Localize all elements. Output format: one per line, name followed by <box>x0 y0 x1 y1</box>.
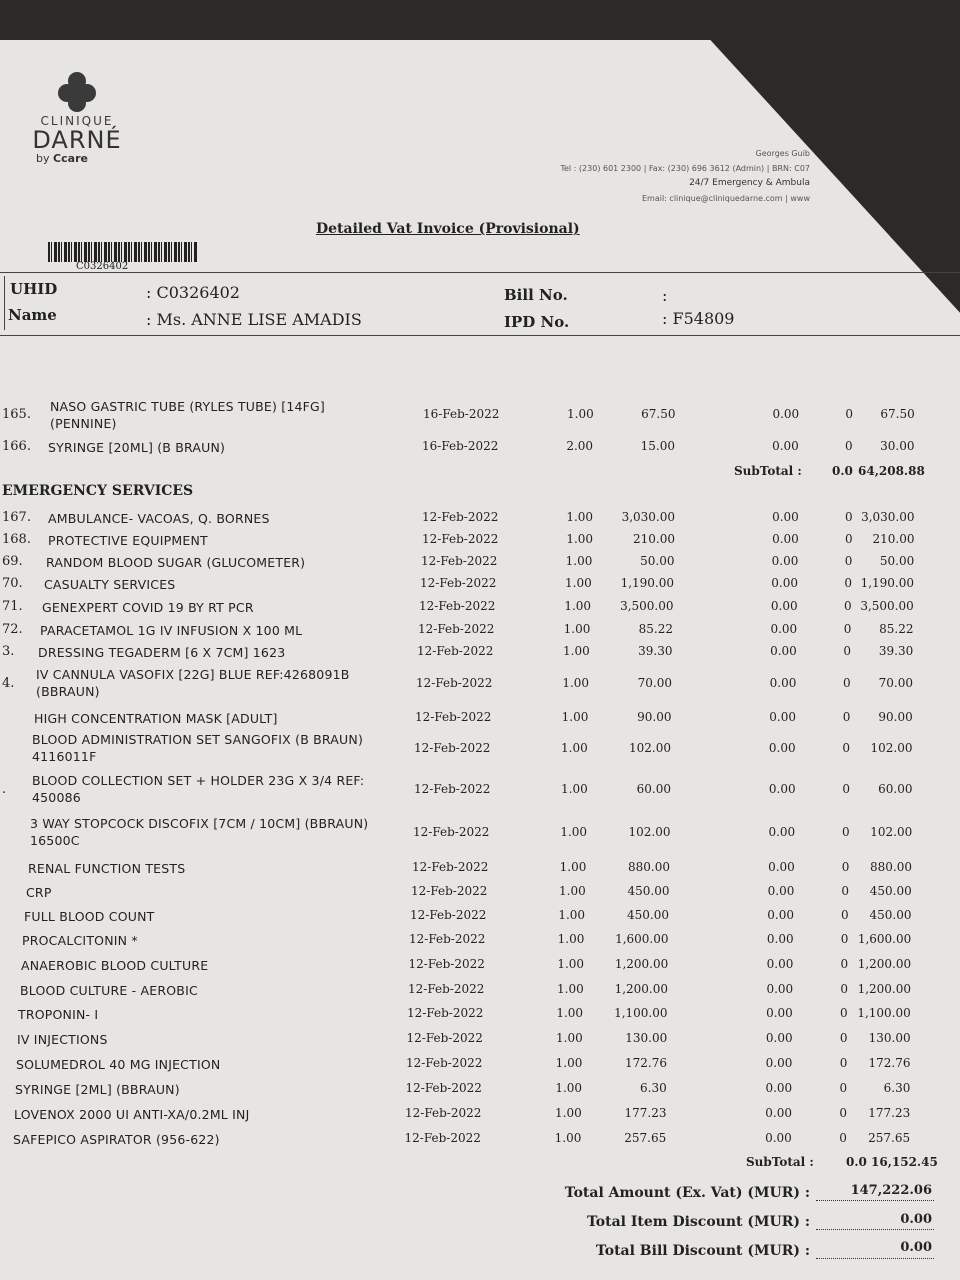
item-row <box>0 1054 960 1074</box>
uhid-label: UHID <box>10 280 58 298</box>
item-qty: 1.00 <box>555 1106 582 1120</box>
name-value: : Ms. ANNE LISE AMADIS <box>146 310 362 329</box>
item-rate: 6.30 <box>640 1081 667 1095</box>
item-date: 12-Feb-2022 <box>409 932 486 946</box>
item-row <box>0 1004 960 1024</box>
item-desc: SAFEPICO ASPIRATOR (956-622) <box>13 1132 220 1147</box>
item-row <box>0 1029 960 1049</box>
subtotal-2-discount: 0.0 <box>846 1155 867 1169</box>
clinic-emergency: 24/7 Emergency & Ambula <box>689 178 810 188</box>
item-desc: BLOOD ADMINISTRATION SET SANGOFIX (B BRAUN) 4116011F <box>32 732 364 764</box>
item-disc: 0 <box>839 1031 848 1045</box>
item-desc: CASUALTY SERVICES <box>44 577 176 592</box>
item-disc: 0 <box>840 982 848 996</box>
item-amt: 450.00 <box>869 908 912 922</box>
item-rate: 102.00 <box>628 825 671 839</box>
logo-brand-text: Ccare <box>53 152 88 165</box>
item-tax: 0.00 <box>767 908 794 922</box>
subtotal-1-label: SubTotal : <box>734 464 802 478</box>
item-amt: 50.00 <box>879 554 915 568</box>
item-rate: 880.00 <box>628 860 670 874</box>
item-rate: 210.00 <box>633 532 675 546</box>
item-amt: 1,200.00 <box>857 957 912 971</box>
item-tax: 0.00 <box>769 710 796 724</box>
item-disc: 0 <box>842 710 851 724</box>
item-row <box>0 620 960 640</box>
item-rate: 60.00 <box>636 782 671 796</box>
item-amt: 177.23 <box>868 1106 911 1120</box>
item-amt: 102.00 <box>870 825 913 839</box>
item-disc: 0 <box>840 957 849 971</box>
item-tax: 0.00 <box>772 532 799 546</box>
item-qty: 1.00 <box>561 741 588 755</box>
item-rate: 39.30 <box>638 644 673 658</box>
item-amt: 6.30 <box>883 1081 911 1095</box>
prev-item-disc: 0 <box>845 407 853 421</box>
item-tax: 0.00 <box>772 510 799 524</box>
item-disc: 0 <box>840 932 849 946</box>
item-tax: 0.00 <box>766 932 794 946</box>
item-row <box>0 642 960 662</box>
item-desc: BLOOD COLLECTION SET + HOLDER 23G X 3/4 REF: 450086 <box>32 773 365 805</box>
item-row <box>0 552 960 572</box>
item-qty: 1.00 <box>557 932 585 946</box>
item-amt: 450.00 <box>869 884 912 898</box>
item-row <box>0 708 960 728</box>
prev-item-amt: 67.50 <box>880 407 915 421</box>
item-tax: 0.00 <box>769 676 797 690</box>
item-date: 12-Feb-2022 <box>407 1006 484 1020</box>
item-rate: 50.00 <box>640 554 675 568</box>
item-date: 12-Feb-2022 <box>408 957 485 971</box>
item-sn: 72. <box>2 622 23 637</box>
item-rate: 1,100.00 <box>614 1006 668 1020</box>
item-row <box>0 1129 960 1149</box>
name-label: Name <box>8 306 57 324</box>
item-tax: 0.00 <box>768 782 796 796</box>
item-qty: 1.00 <box>557 982 584 996</box>
item-desc: PROCALCITONIN * <box>22 933 138 948</box>
item-qty: 1.00 <box>555 1056 583 1070</box>
item-qty: 1.00 <box>556 1006 584 1020</box>
item-qty: 1.00 <box>555 1081 583 1095</box>
item-rate: 1,600.00 <box>615 932 669 946</box>
item-rate: 90.00 <box>637 710 672 724</box>
item-qty: 1.00 <box>560 825 588 839</box>
item-tax: 0.00 <box>770 599 798 613</box>
item-date: 12-Feb-2022 <box>412 860 489 874</box>
item-desc: 3 WAY STOPCOCK DISCOFIX [7CM / 10CM] (BBRAUN) 16500C <box>30 816 369 848</box>
item-qty: 1.00 <box>566 532 594 546</box>
prev-item-qty: 1.00 <box>567 407 594 421</box>
item-rate: 130.00 <box>625 1031 668 1045</box>
item-qty: 1.00 <box>558 908 586 922</box>
invoice-title: Detailed Vat Invoice (Provisional) <box>316 221 580 237</box>
item-row <box>0 574 960 594</box>
clinic-email: Email: clinique@cliniquedarne.com | www <box>641 194 810 203</box>
item-amt: 1,600.00 <box>857 932 912 946</box>
item-disc: 0 <box>841 884 849 898</box>
prev-item-tax: 0.00 <box>772 439 799 453</box>
item-rate: 450.00 <box>627 908 669 922</box>
subtotal-1-discount: 0.0 <box>832 464 853 478</box>
item-desc: TROPONIN- I <box>18 1007 99 1022</box>
prev-item-qty: 2.00 <box>566 439 594 453</box>
item-rate: 257.65 <box>624 1131 667 1145</box>
item-desc: PROTECTIVE EQUIPMENT <box>48 533 208 548</box>
item-date: 12-Feb-2022 <box>417 644 494 658</box>
item-disc: 0 <box>842 825 850 839</box>
item-rate: 1,200.00 <box>614 957 669 971</box>
logo-by-text: by <box>36 152 50 165</box>
item-disc: 0 <box>839 1106 847 1120</box>
item-rate: 102.00 <box>629 741 671 755</box>
item-date: 12-Feb-2022 <box>420 576 497 590</box>
item-row <box>0 955 960 975</box>
item-sn: 70. <box>2 576 23 591</box>
clinic-logo <box>12 72 142 165</box>
item-desc: RANDOM BLOOD SUGAR (GLUCOMETER) <box>46 555 306 570</box>
item-disc: 0 <box>839 1056 848 1070</box>
item-date: 12-Feb-2022 <box>422 532 499 546</box>
item-qty: 1.00 <box>562 676 590 690</box>
item-desc: DRESSING TEGADERM [6 X 7CM] 1623 <box>38 645 286 660</box>
prev-item-desc: SYRINGE [20ML] (B BRAUN) <box>48 440 226 455</box>
item-disc: 0 <box>839 1081 848 1095</box>
section-title: EMERGENCY SERVICES <box>2 483 194 499</box>
total-amount-value: 147,222.06 <box>850 1183 932 1198</box>
item-rate: 177.23 <box>624 1106 667 1120</box>
prev-item-disc: 0 <box>845 439 853 453</box>
item-desc: HIGH CONCENTRATION MASK [ADULT] <box>34 711 278 726</box>
item-rate: 450.00 <box>627 884 670 898</box>
item-amt: 172.76 <box>868 1056 911 1070</box>
subtotal-2-amount: 16,152.45 <box>871 1155 938 1169</box>
item-amt: 257.65 <box>868 1131 911 1145</box>
item-row <box>0 1079 960 1099</box>
subtotal-2-label: SubTotal : <box>746 1155 814 1169</box>
item-qty: 1.00 <box>557 957 585 971</box>
total-item-discount-line <box>816 1229 934 1230</box>
item-row <box>0 815 960 851</box>
item-sn: 71. <box>2 599 23 614</box>
barcode-number: C0326402 <box>76 261 129 272</box>
item-date: 12-Feb-2022 <box>413 825 490 839</box>
item-tax: 0.00 <box>765 1081 793 1095</box>
item-tax: 0.00 <box>770 644 797 658</box>
item-qty: 1.00 <box>564 599 592 613</box>
item-tax: 0.00 <box>771 554 799 568</box>
item-qty: 1.00 <box>565 554 593 568</box>
prev-item-row <box>0 437 960 457</box>
item-desc: CRP <box>26 885 52 900</box>
item-rate: 1,200.00 <box>614 982 668 996</box>
item-rate: 70.00 <box>637 676 672 690</box>
item-row <box>0 508 960 528</box>
item-tax: 0.00 <box>771 576 798 590</box>
item-amt: 1,200.00 <box>857 982 911 996</box>
prev-item-sn: 166. <box>2 439 31 454</box>
item-row <box>0 906 960 926</box>
item-date: 12-Feb-2022 <box>405 1106 482 1120</box>
item-date: 12-Feb-2022 <box>405 1081 482 1095</box>
item-qty: 1.00 <box>566 510 594 524</box>
item-desc: IV CANNULA VASOFIX [22G] BLUE REF:4268091B (BBRAUN) <box>36 667 350 699</box>
item-row <box>0 930 960 950</box>
item-tax: 0.00 <box>766 957 794 971</box>
item-desc: GENEXPERT COVID 19 BY RT PCR <box>42 600 254 615</box>
item-amt: 60.00 <box>878 782 913 796</box>
item-amt: 39.30 <box>878 644 914 658</box>
item-desc: LOVENOX 2000 UI ANTI-XA/0.2ML INJ <box>14 1107 250 1122</box>
item-rate: 85.22 <box>638 622 673 636</box>
item-desc: IV INJECTIONS <box>17 1032 108 1047</box>
item-amt: 90.00 <box>878 710 913 724</box>
item-desc: RENAL FUNCTION TESTS <box>28 861 186 876</box>
item-disc: 0 <box>841 860 850 874</box>
item-tax: 0.00 <box>768 825 796 839</box>
item-row <box>0 1104 960 1124</box>
item-tax: 0.00 <box>766 982 794 996</box>
item-date: 12-Feb-2022 <box>404 1131 481 1145</box>
total-amount-line <box>816 1200 934 1201</box>
item-date: 12-Feb-2022 <box>422 510 499 524</box>
item-amt: 1,190.00 <box>860 576 914 590</box>
item-qty: 1.00 <box>561 782 588 796</box>
item-rate: 1,190.00 <box>620 576 674 590</box>
item-disc: 0 <box>842 741 850 755</box>
item-desc: FULL BLOOD COUNT <box>24 909 155 924</box>
item-date: 12-Feb-2022 <box>415 710 492 724</box>
item-sn: . <box>2 782 7 797</box>
item-row <box>0 731 960 767</box>
barcode <box>48 242 198 262</box>
logo-main-text: DARNÉ <box>32 126 122 154</box>
item-date: 12-Feb-2022 <box>419 599 496 613</box>
total-item-discount-label: Total Item Discount (MUR) : <box>586 1214 810 1230</box>
item-amt: 1,100.00 <box>857 1006 911 1020</box>
subtotal-1-amount: 64,208.88 <box>858 464 925 478</box>
bill-label: Bill No. <box>504 286 568 304</box>
item-disc: 0 <box>843 676 851 690</box>
item-amt: 70.00 <box>878 676 913 690</box>
ipd-value: : F54809 <box>662 309 735 328</box>
item-tax: 0.00 <box>767 884 795 898</box>
item-amt: 210.00 <box>872 532 915 546</box>
item-date: 12-Feb-2022 <box>421 554 498 568</box>
item-row <box>0 666 960 702</box>
item-date: 12-Feb-2022 <box>411 884 488 898</box>
item-rate: 3,030.00 <box>621 510 675 524</box>
total-bill-discount-label: Total Bill Discount (MUR) : <box>595 1243 810 1259</box>
item-date: 12-Feb-2022 <box>406 1056 483 1070</box>
item-disc: 0 <box>844 554 853 568</box>
item-tax: 0.00 <box>768 860 795 874</box>
item-date: 12-Feb-2022 <box>406 1031 483 1045</box>
item-date: 12-Feb-2022 <box>416 676 493 690</box>
item-desc: BLOOD CULTURE - AEROBIC <box>20 983 198 998</box>
item-desc: PARACETAMOL 1G IV INFUSION X 100 ML <box>40 623 303 638</box>
item-sn: 3. <box>2 644 15 659</box>
item-tax: 0.00 <box>765 1031 793 1045</box>
prev-item-date: 16-Feb-2022 <box>423 407 500 421</box>
item-qty: 1.00 <box>563 644 590 658</box>
clinic-contact: Tel : (230) 601 2300 | Fax: (230) 696 3612 (Admin) | BRN: C07 <box>560 164 810 173</box>
item-date: 12-Feb-2022 <box>408 982 485 996</box>
item-desc: SYRINGE [2ML] (BBRAUN) <box>15 1082 180 1097</box>
item-qty: 1.00 <box>565 576 592 590</box>
item-sn: 69. <box>2 554 23 569</box>
item-disc: 0 <box>845 510 853 524</box>
prev-item-desc: NASO GASTRIC TUBE (RYLES TUBE) [14FG] (PENNINE) <box>50 399 325 431</box>
item-rate: 3,500.00 <box>620 599 674 613</box>
item-desc: ANAEROBIC BLOOD CULTURE <box>21 958 209 973</box>
item-qty: 1.00 <box>561 710 589 724</box>
item-tax: 0.00 <box>770 622 798 636</box>
total-bill-discount-value: 0.00 <box>900 1240 932 1255</box>
item-rate: 172.76 <box>625 1056 667 1070</box>
item-row <box>0 858 960 878</box>
total-amount-label: Total Amount (Ex. Vat) (MUR) : <box>564 1185 810 1201</box>
item-qty: 1.00 <box>559 860 587 874</box>
item-tax: 0.00 <box>768 741 796 755</box>
item-date: 12-Feb-2022 <box>414 741 491 755</box>
item-sn: 168. <box>2 532 31 547</box>
item-sn: 4. <box>2 676 15 691</box>
prev-item-amt: 30.00 <box>880 439 915 453</box>
prev-item-date: 16-Feb-2022 <box>422 439 499 453</box>
logo-top-text: CLINIQUE <box>40 114 114 128</box>
prev-item-rate: 15.00 <box>640 439 675 453</box>
item-row <box>0 530 960 550</box>
item-disc: 0 <box>844 599 852 613</box>
bill-value: : <box>662 286 668 305</box>
total-item-discount-value: 0.00 <box>900 1212 932 1227</box>
item-tax: 0.00 <box>765 1131 792 1145</box>
item-qty: 1.00 <box>554 1131 582 1145</box>
item-amt: 3,030.00 <box>861 510 915 524</box>
prev-item-row <box>0 398 960 432</box>
prev-item-tax: 0.00 <box>772 407 800 421</box>
total-bill-discount-line <box>816 1258 934 1259</box>
item-row <box>0 980 960 1000</box>
item-amt: 85.22 <box>879 622 914 636</box>
item-tax: 0.00 <box>765 1106 792 1120</box>
item-qty: 1.00 <box>563 622 591 636</box>
item-disc: 0 <box>844 576 852 590</box>
item-row <box>0 772 960 808</box>
ipd-label: IPD No. <box>504 313 570 331</box>
uhid-value: : C0326402 <box>146 283 240 302</box>
item-amt: 102.00 <box>870 741 913 755</box>
item-tax: 0.00 <box>766 1006 793 1020</box>
item-disc: 0 <box>843 644 851 658</box>
item-row <box>0 597 960 617</box>
item-disc: 0 <box>842 782 850 796</box>
prev-item-sn: 165. <box>2 407 31 422</box>
item-row <box>0 882 960 902</box>
item-disc: 0 <box>840 1006 848 1020</box>
clinic-logo-icon <box>58 72 96 110</box>
item-desc: AMBULANCE- VACOAS, Q. BORNES <box>48 511 270 526</box>
item-amt: 880.00 <box>870 860 912 874</box>
item-qty: 1.00 <box>559 884 586 898</box>
item-sn: 167. <box>2 510 31 525</box>
item-date: 12-Feb-2022 <box>414 782 491 796</box>
clinic-contact-block <box>560 146 810 206</box>
item-amt: 130.00 <box>868 1031 911 1045</box>
item-date: 12-Feb-2022 <box>410 908 487 922</box>
item-date: 12-Feb-2022 <box>418 622 495 636</box>
item-tax: 0.00 <box>765 1056 793 1070</box>
item-disc: 0 <box>843 622 852 636</box>
clinic-address: Georges Guib <box>755 149 810 158</box>
item-qty: 1.00 <box>556 1031 583 1045</box>
item-amt: 3,500.00 <box>860 599 914 613</box>
item-disc: 0 <box>845 532 853 546</box>
item-disc: 0 <box>839 1131 847 1145</box>
item-disc: 0 <box>841 908 849 922</box>
prev-item-rate: 67.50 <box>641 407 676 421</box>
item-desc: SOLUMEDROL 40 MG INJECTION <box>16 1057 221 1072</box>
